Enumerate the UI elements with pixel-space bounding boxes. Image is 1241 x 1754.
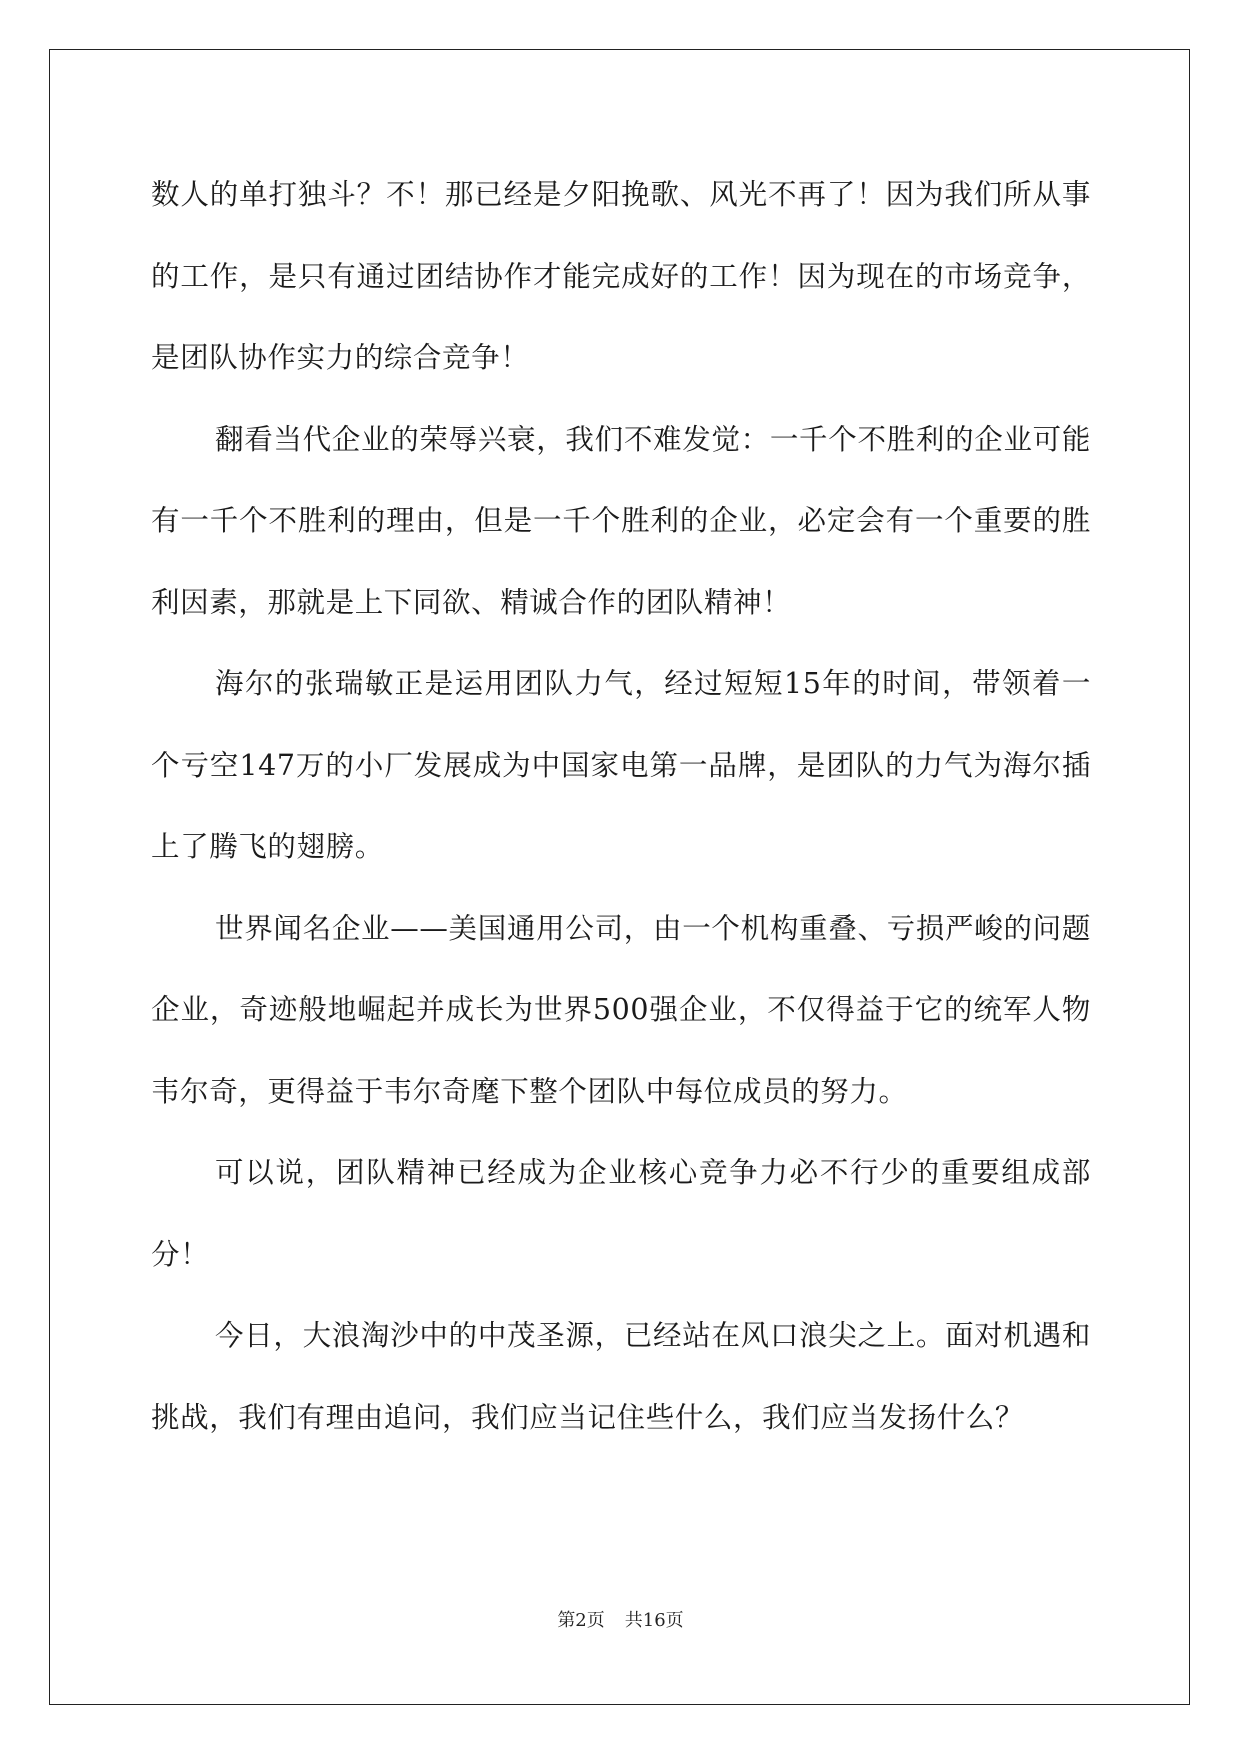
paragraph: 可以说，团队精神已经成为企业核心竞争力必不行少的重要组成部分！ <box>151 1156 1091 1271</box>
paragraph: 数人的单打独斗？不！那已经是夕阳挽歌、风光不再了！因为我们所从事的工作，是只有通过团结协作才能完成好的工作！因为现在的市场竞争，是团队协作实力的综合竞争！ <box>151 178 1091 374</box>
paragraph: 海尔的张瑞敏正是运用团队力气，经过短短15年的时间，带领着一个亏空147万的小厂发展成为中国家电第一品牌，是团队的力气为海尔插上了腾飞的翅膀。 <box>151 667 1091 863</box>
paragraph: 翻看当代企业的荣辱兴衰，我们不难发觉：一千个不胜利的企业可能有一千个不胜利的理由，但是一千个胜利的企业，必定会有一个重要的胜利因素，那就是上下同欲、精诚合作的团队精神！ <box>151 422 1091 619</box>
document-body <box>151 154 1091 1458</box>
page-number: 第2页 <box>557 1610 605 1631</box>
paragraph: 今日，大浪淘沙中的中茂圣源，已经站在风口浪尖之上。面对机遇和挑战，我们有理由追问，我们应当记住些什么，我们应当发扬什么？ <box>151 1319 1091 1434</box>
page-total: 共16页 <box>624 1610 684 1631</box>
paragraph: 世界闻名企业——美国通用公司，由一个机构重叠、亏损严峻的问题企业，奇迹般地崛起并成长为世界500强企业，不仅得益于它的统军人物韦尔奇，更得益于韦尔奇麾下整个团队中每位成员的努力。 <box>151 911 1091 1108</box>
page-footer <box>0 1609 1241 1633</box>
